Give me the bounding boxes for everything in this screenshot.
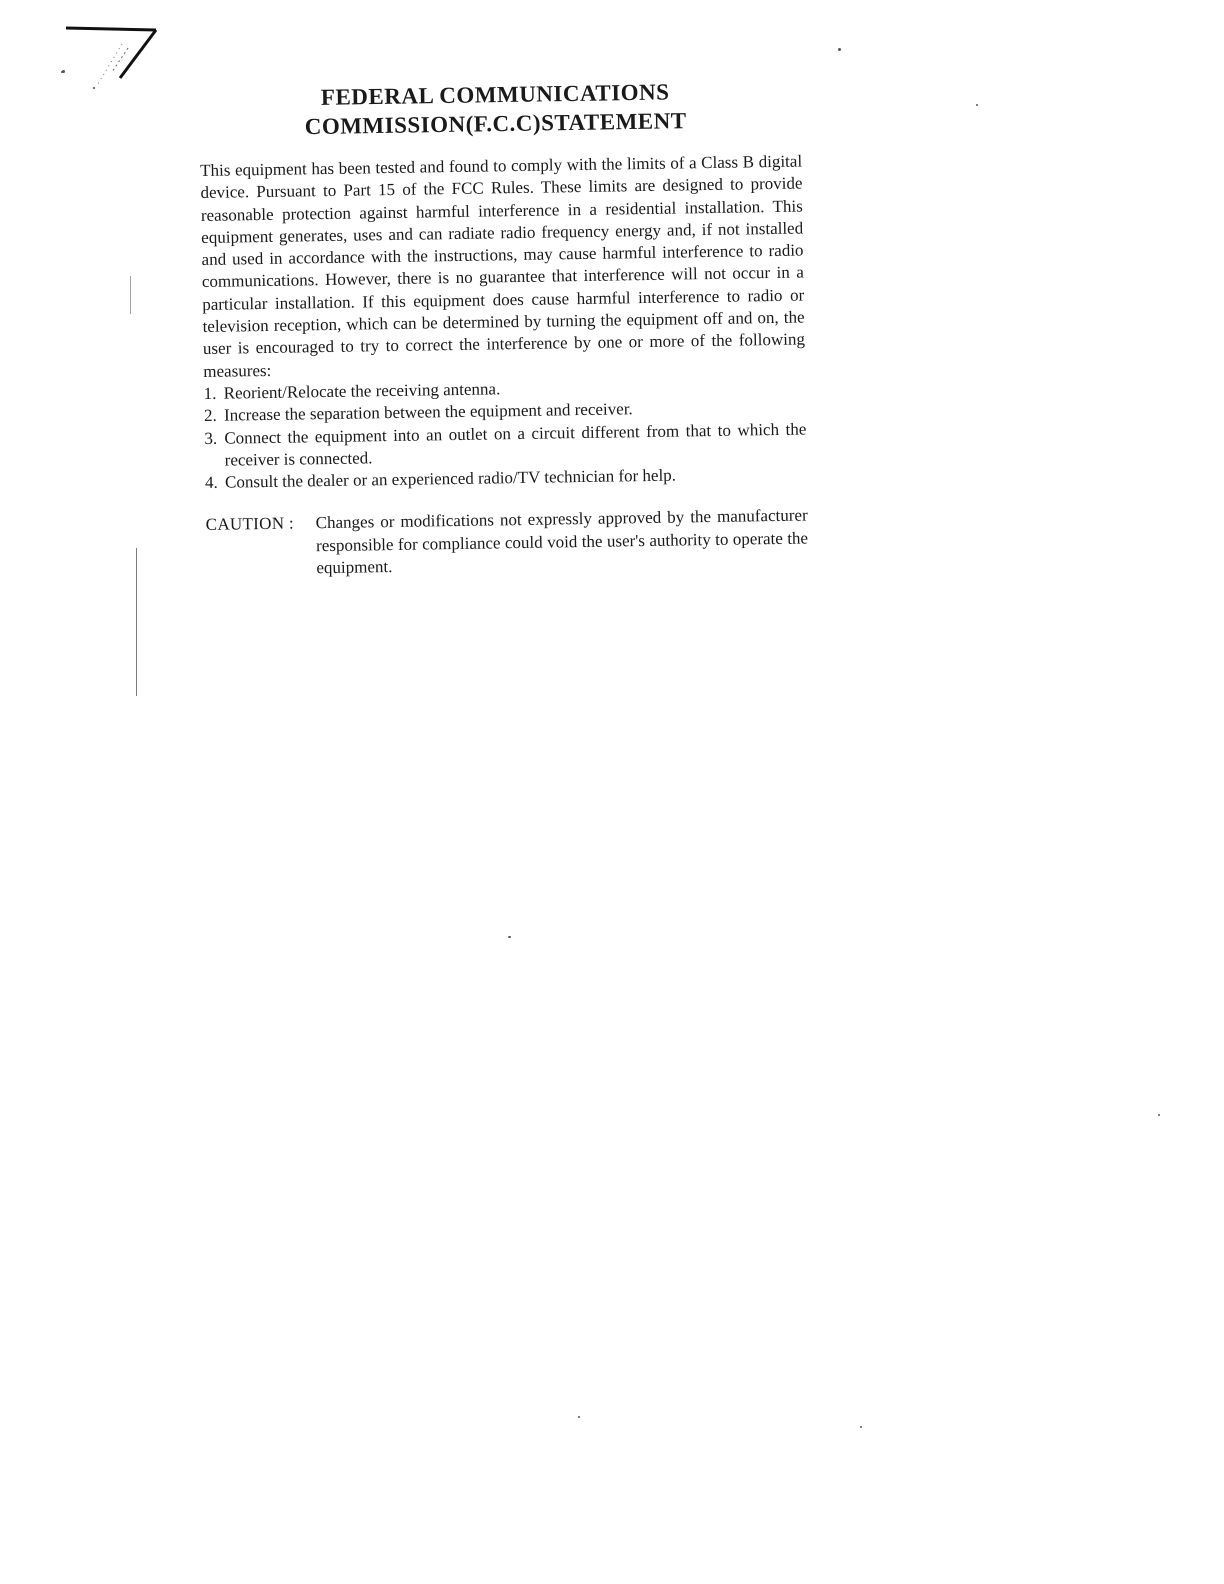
measure-text: Consult the dealer or an experienced radio/TV technician for help.: [224, 465, 677, 492]
scan-artifact-line: [130, 276, 131, 314]
caution-label: CAUTION :: [205, 514, 295, 535]
scan-artifact-speck: [578, 1416, 580, 1418]
measure-number: 3.: [204, 428, 218, 448]
measure-text: Increase the separation between the equipment and receiver.: [223, 399, 633, 425]
scan-artifact-speck: [508, 936, 511, 938]
scan-artifact-speck: [838, 48, 841, 51]
intro-paragraph: This equipment has been tested and found to comply with the limits of a Class B digital device. Pursuant to Part 15 of the FCC Rules. These limits are designed to provide reasonable protection against harmful interference in a residential installation. This equipment generates, uses and can radiate radio frequency energy and, if not installed and used in accordance with the instructions, may cause harmful interference to radio communications. However, there is no guarantee that interference will not occur in a particular installation. If this equipment does cause harmful interference to radio or television reception, which can be determined by turning the equipment off and on, the user is encouraged to try to correct the interference by one or more of the following measures:: [200, 151, 806, 381]
caution-text: Changes or modifications not expressly approved by the manufacturer responsible for compliance could void the user's authority to operate the equipment.: [315, 505, 809, 578]
title-line-1: FEDERAL COMMUNICATIONS: [320, 79, 670, 110]
scan-artifact-speck: [62, 70, 65, 73]
scan-artifact-speck: [1158, 1114, 1160, 1116]
scan-artifact-speck: [860, 1426, 862, 1428]
scan-artifact-line: [136, 548, 137, 696]
measure-text: Reorient/Relocate the receiving antenna.: [223, 379, 501, 403]
page-number-mark: [58, 20, 168, 110]
caution-block: [206, 505, 809, 581]
measures-list: [204, 373, 808, 494]
measure-number: 4.: [204, 472, 218, 493]
measure-text: Connect the equipment into an outlet on a circuit different from that to which the receiver is connected.: [224, 419, 807, 470]
scan-artifact-speck: [976, 104, 978, 106]
document-title: [250, 76, 741, 142]
title-line-2: COMMISSION(F.C.C)STATEMENT: [304, 108, 687, 140]
measure-number: 2.: [203, 406, 217, 426]
document-body: [200, 151, 809, 582]
measure-number: 1.: [203, 383, 217, 403]
